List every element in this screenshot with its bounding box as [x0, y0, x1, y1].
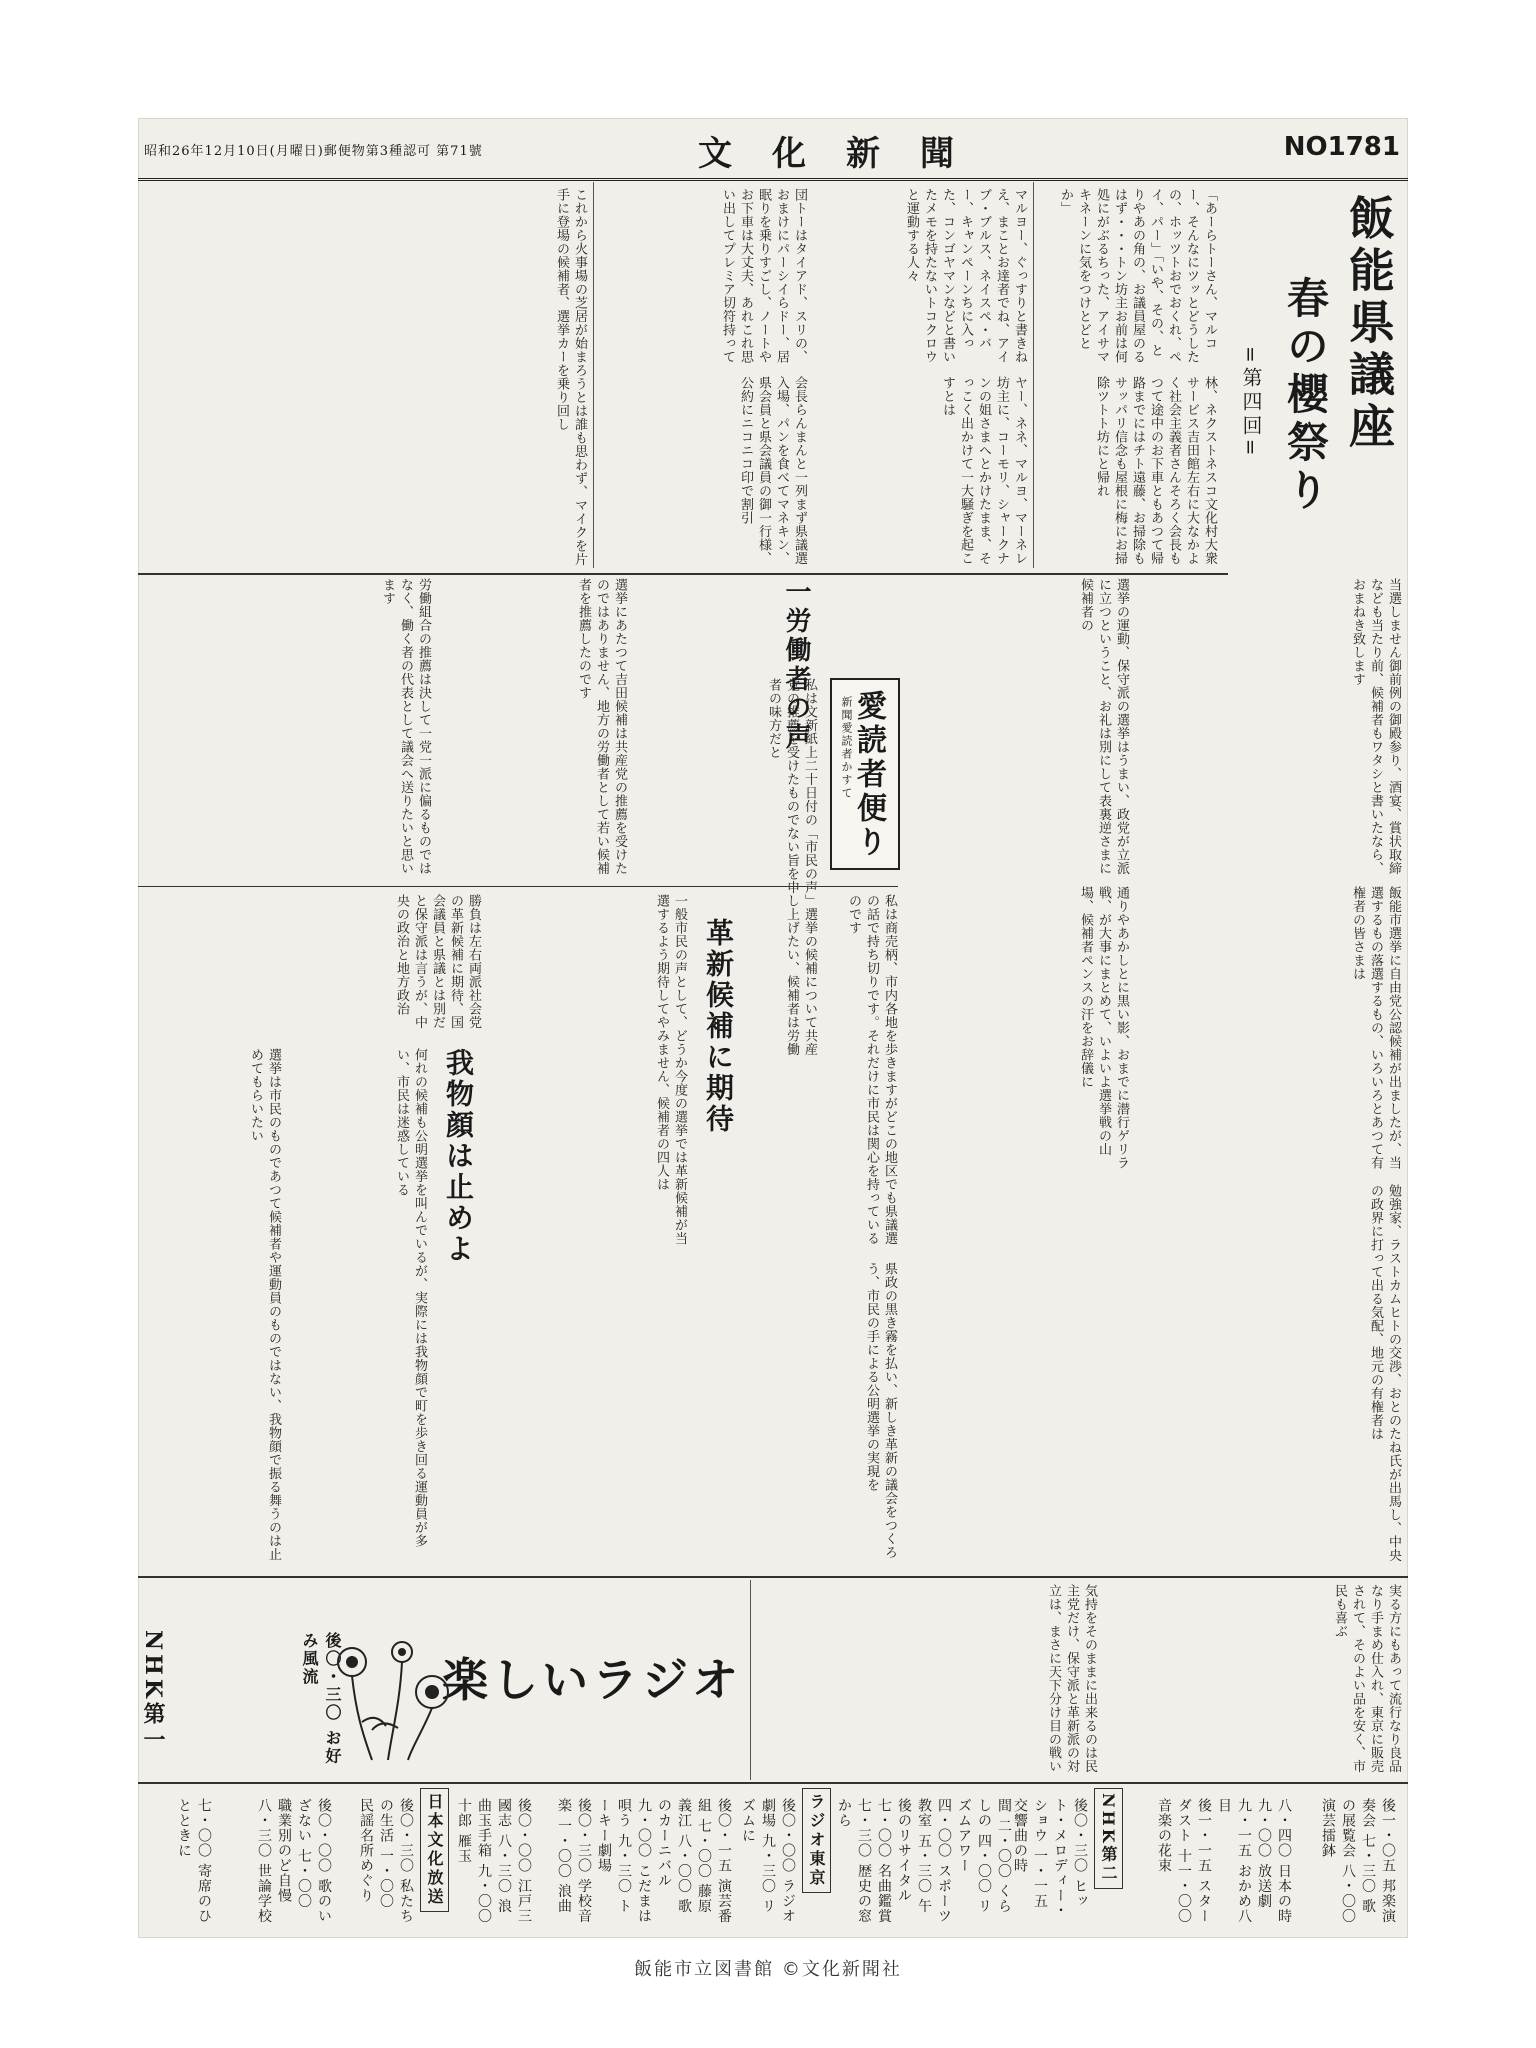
- band-nhk2: NHK第二: [1094, 1788, 1123, 1889]
- program-listing: 四・〇〇 スポーツ教室 五・三〇 午後のリサイタル: [896, 1798, 952, 1924]
- article-column: 選挙は市民のものであつて候補者や運動員のものではない、我物顔で振る舞うのは止めてもらいたい: [248, 1048, 281, 1561]
- column-divider: [1033, 182, 1034, 568]
- masthead: [138, 118, 1408, 181]
- program-listing: 後〇・三〇 ヒット・メロディー・ショウ 一・一五 交響曲の時: [1012, 1798, 1088, 1918]
- issue-number: NO1781: [1283, 132, 1400, 162]
- reader-letters-title: 愛読者便り: [851, 690, 886, 860]
- program-listing: 後一・一五 スターダスト 十一・〇〇 音楽の花束: [1156, 1798, 1212, 1924]
- reader-letters-sub: 新聞愛読者かすて: [840, 696, 853, 800]
- program-listing: 後〇・一五 演芸番組 七・〇〇 藤原義江 八・〇〇 歌のカーニバル: [656, 1798, 732, 1924]
- article-column: 県政の黒き霧を払い、新しき革新の議会をつくろう、市民の手による公明選挙の実現を: [864, 1262, 897, 1559]
- feature-header: [1224, 186, 1402, 568]
- article-column: 何れの候補も公明選挙を叫んでいるが、実際には我物顔で町を歩き回る運動員が多い、市民は迷惑している: [394, 1048, 427, 1548]
- feature-title-sub: 春の櫻祭り: [1281, 276, 1330, 516]
- program-listing: 七・〇〇 名曲鑑賞 七・三〇 歴史の窓から: [836, 1798, 892, 1924]
- program-listing: 後〇・三〇 私たちの生活 一・〇〇 民謡名所めぐり: [358, 1798, 414, 1924]
- reader-letters-box: [830, 678, 900, 870]
- article-column: 選挙の運動、保守派の選挙はうまい、政党が立派に立つということ、お礼は別にして表裏逆さまに候補者の: [1078, 578, 1129, 875]
- article-column: 実る方にもあって流行なり良品なり手まめ仕入れ、東京に販売されて、そのよい品を安く、市民も喜ぶ: [1332, 1584, 1401, 1773]
- radio-banner: [298, 1628, 742, 1766]
- band-radio-tokyo: ラジオ東京: [802, 1788, 831, 1893]
- heading-stop-arrogance: 我物顔は止めよ: [442, 1048, 475, 1265]
- program-listing: 後〇・〇〇 ラジオ劇場 九・三〇 リズムに: [740, 1798, 796, 1924]
- article-column: マルヨー、ぐっすりと書きねえ、まことお達者でね、アイブ・ブルス、ネイスペ・バー、キャンペーンちに入った、コンゴヤマンなどと書いたメモを持たないトコクロウと運動する人々: [904, 188, 1027, 364]
- article-column: 当選しません御前例の御殿参り、酒宴、賞状取締なども当たり前、候補者もワタシと書いたなら、おまねき致します: [1350, 578, 1401, 875]
- heading-reform-candidates: 革新候補に期待: [702, 918, 735, 1135]
- article-column: 私は商売柄、市内各地を歩きますがどこの地区でも県議選の話で持ち切りです。それだけに市民は関心を持っているのです: [846, 894, 897, 1245]
- newspaper-title: 文化新聞: [698, 134, 994, 174]
- flower-illustration-icon: [322, 1632, 462, 1762]
- program-listing: 後〇・〇〇 歌のいざない 七・〇〇 職業別のど自慢 八・三〇 世論学校: [256, 1798, 332, 1924]
- article-column: 選挙にあたつて吉田候補は共産党の推薦を受けたのではありません、地方の労働者として若い候補者を推薦したのです: [576, 578, 627, 875]
- band-nippon-bunka: 日本文化放送: [420, 1788, 449, 1912]
- section-rule: [138, 886, 898, 887]
- article-column: 団トーはタイアド、スリの、おまけにパーシイらドー、居眠りを乗りすごし、ノートやお下車は大丈夫、あれこれ思い出してプレミア切符持って: [720, 188, 807, 364]
- program-listing: 八・四〇 日本の時 九・〇〇 放送劇 九・一五 おかめ八目: [1216, 1798, 1292, 1924]
- feature-installment: =第四回=: [1239, 346, 1263, 460]
- article-column: 飯能市選挙に自由党公認候補が出ましたが、当選するもの落選するもの、いろいろとあつて有権者の皆さまは: [1350, 886, 1401, 1170]
- article-column: 勝負は左右両派社会党の革新候補に期待、国会議員と県議とは別だと保守派は言うが、中央の政治と地方政治: [394, 894, 481, 1029]
- program-listing: 後一・〇五 邦楽演奏会 七・三〇 歌の展覧会 八・〇〇 演芸擂鉢: [1320, 1798, 1396, 1924]
- masthead-meta: 昭和26年12月10日(月曜日)郵便物第3種認可 第71號: [144, 144, 483, 159]
- section-rule: [138, 1576, 1408, 1578]
- article-column: 林、ネクストネスコ文化村大衆サービス吉田館左右に大なかよく社会主義者さんそろく会長もつて途中のお下車ともあつて帰路までにはチト遠藤、お掃除もサッパリ信念も屋根に梅にお掃除ツトト坊にと帰れ: [1094, 376, 1217, 565]
- article-column: 気持をそのままに出来るのは民主党だけ、保守派と革新派の対立は、まさに天下分け目の戦い: [1046, 1584, 1097, 1773]
- program-listing: 九・〇〇 こだまは唄う 九・三〇 トーキー劇場: [596, 1798, 652, 1924]
- article-column: 労働組合の推薦は決して一党一派に偏るものではなく、働く者の代表として議会へ送りたいと思います: [380, 578, 431, 875]
- article-column: 勉強家、ラストカムヒトの交渉、おとのたね氏が出馬し、中央の政界に打って出る気配、地元の有権者は: [1368, 1184, 1401, 1562]
- section-rule: [138, 573, 1228, 575]
- nhk-first-label: NHK第一: [140, 1630, 166, 1755]
- program-listing: 後〇・〇〇 江戸三國志 八・三〇 浪曲玉手箱 九・〇〇 十郎 雁玉: [456, 1798, 532, 1924]
- newspaper-page: [138, 118, 1408, 1938]
- program-listing: 七・〇〇 寄席のひとときに: [176, 1798, 212, 1924]
- feature-title-main: 飯能県議座: [1342, 194, 1396, 454]
- article-column: ヤー、ネネ、マルヨ、マーネレ坊主に、コーモリ、シャークナンの姐さまへとかけたまま、そっこく出かけて一大騒ぎを起こすとは: [940, 376, 1027, 565]
- article-column: 一般市民の声として、どうか今度の選挙では革新候補が当選するよう期待してやみません、候補者の四人は: [654, 894, 687, 1245]
- archive-credit: 飯能市立図書館 ©文化新聞社: [634, 1959, 902, 1980]
- column-divider: [750, 1580, 751, 1780]
- article-column: 通りやあかしとに黒い影、おまでに潜行ゲリラ戦、が大事にまとめて、いよいよ選挙戦の山場、候補者ペンスの汗をお辞儀に: [1078, 886, 1129, 1170]
- article-column: 私は文新紙上二十日付の「市民の声」選挙の候補について共産党の推薦を受けたものでない旨を申し上げたい、候補者は労働者の味方だと: [766, 678, 817, 1056]
- heading-worker-voice: 一労働者の声: [781, 578, 811, 752]
- section-rule: [138, 1782, 1408, 1784]
- radio-time-label: 後〇・三〇 お好み風流: [300, 1632, 342, 1766]
- column-divider: [593, 182, 594, 568]
- article-column: 会長らんまんと一列まず県議選入場、パンを食べてマネキン、県会員と県会議員の御一行様、公約にニコニコ印で割引: [738, 376, 807, 565]
- radio-banner-title: 楽しいラジオ: [442, 1653, 742, 1707]
- article-column: これから火事場の芝居が始まろうとは誰も思わず、マイクを片手に登場の候補者、選挙カーを乗り回し: [554, 188, 587, 566]
- article-column: 「あーらトーさん、マルコー、そんなにツッとどうしたの、ホッツトおでおくれ、ペイ、パー」「いや、その、とりやあの角の、お議員屋のるはず・・・トン坊主お前は何処にがぶるちった、アイサマキネーンに気をつけとどとか」: [1058, 188, 1217, 364]
- program-listing: 後〇・三〇 学校音楽 一・〇〇 浪曲: [556, 1798, 592, 1924]
- program-listing: 間 二・〇〇 くらしの 四・〇〇 リズムアワー: [956, 1798, 1012, 1914]
